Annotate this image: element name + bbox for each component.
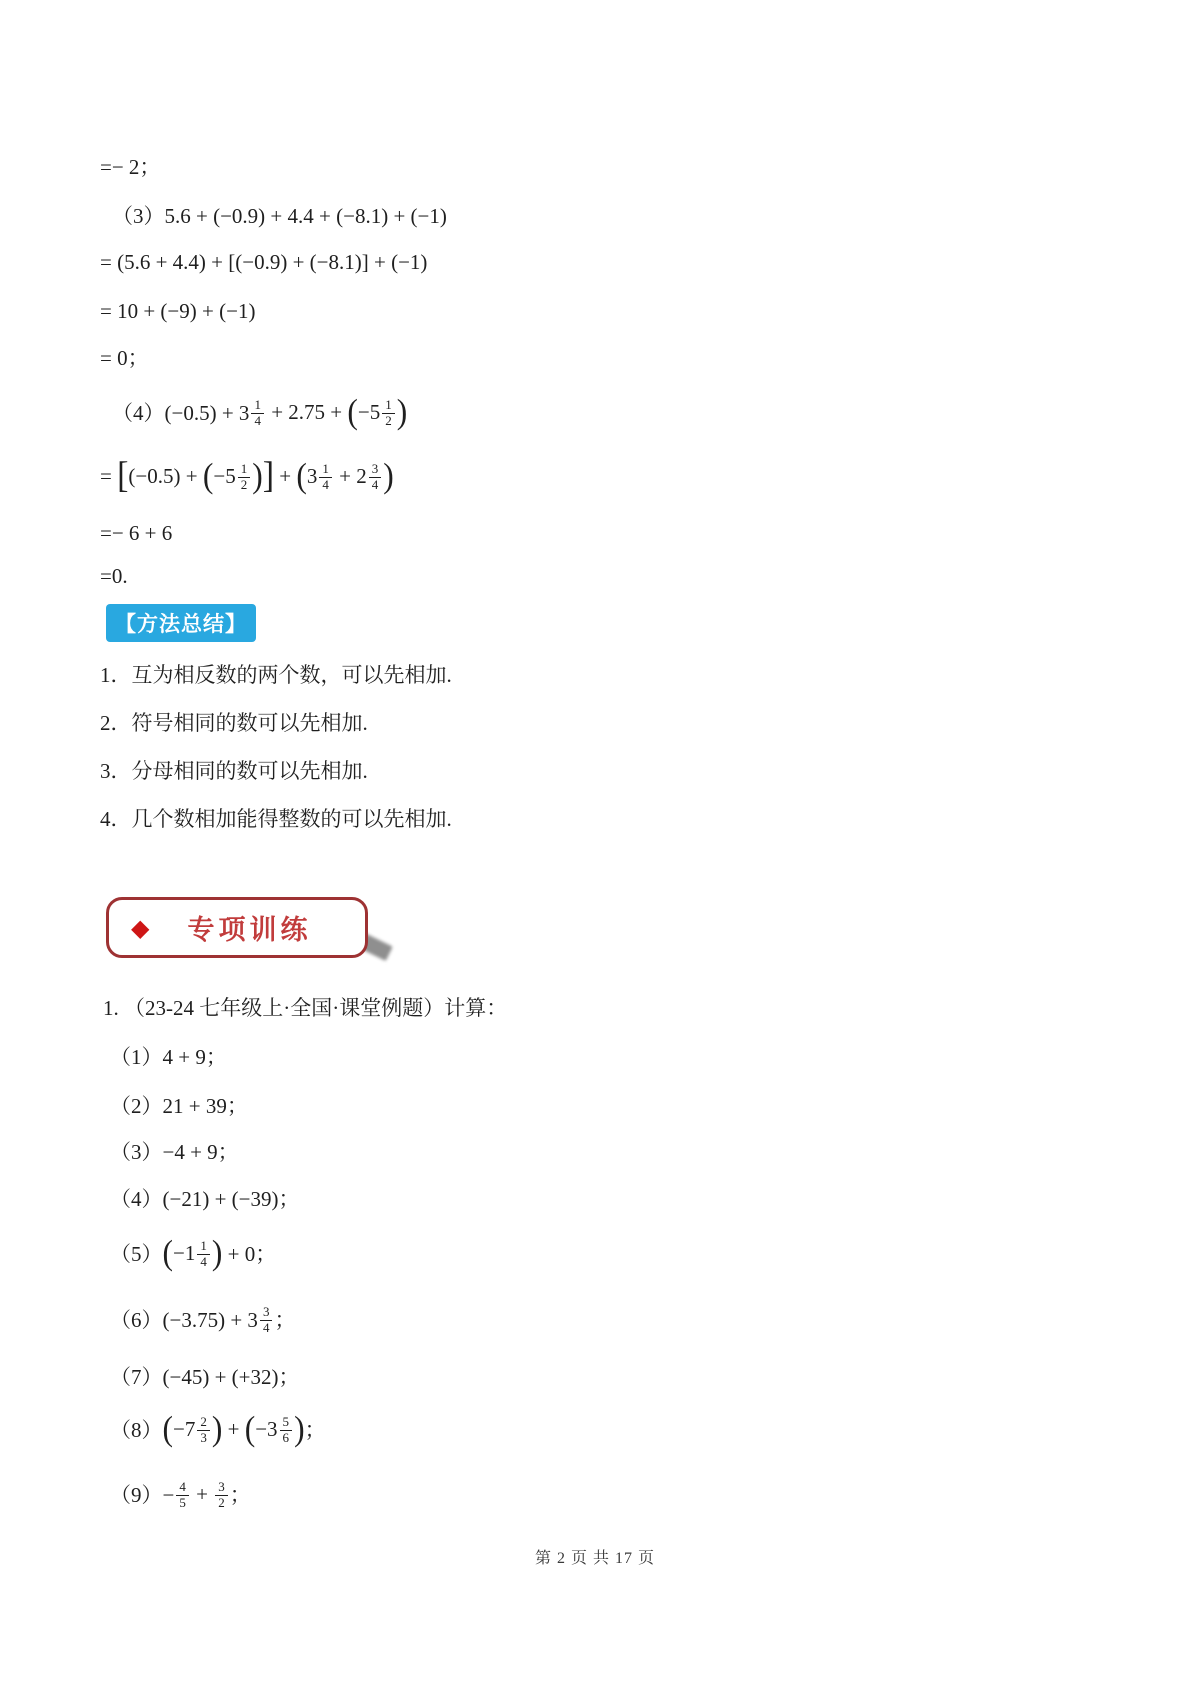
exercise-item-math: （6）(−3.75) + 3 $\frac{3}{4}$ ； [110,1303,296,1335]
solution-line-math: = [ (−0.5) + ( −5 $\frac{1}{2}$ ) ] + ( 3 $\frac{1}{4}$ + 2 $\frac{3}{4}$ ) [100,455,394,496]
method-summary-badge-label: 【方法总结】 [115,613,247,636]
solution-line: = 0； [100,346,149,370]
method-summary-item: 2．符号相同的数可以先相加. [100,711,368,735]
exercise-item: （4）(−21) + (−39)； [110,1187,300,1211]
solution-line: = (5.6 + 4.4) + [(−0.9) + (−8.1)] + (−1) [100,249,428,274]
exercise-heading: 1. （23-24 七年级上·全国·课堂例题）计算： [103,996,508,1020]
diamond-icon: ◆ [131,913,150,942]
method-summary-item: 3．分母相同的数可以先相加. [100,759,368,783]
solution-line: =− 6 + 6 [100,520,173,545]
method-summary-badge [106,604,256,642]
solution-line: （3）5.6 + (−0.9) + 4.4 + (−8.1) + (−1) [112,204,447,228]
solution-line: =0. [100,563,128,588]
exercise-item: （7）(−45) + (+32)； [110,1365,300,1389]
solution-line: = 10 + (−9) + (−1) [100,298,256,323]
solution-line: =− 2； [100,155,161,179]
exercise-item-math: （8） ( −7 $\frac{2}{3}$ ) + ( −3 $\frac{5}{6}$ ) ； [110,1409,326,1448]
page-footer: 第 2 页 共 17 页 [534,1550,655,1567]
exercise-item-math: （5） ( −1 $\frac{1}{4}$ ) + 0； [110,1233,277,1272]
training-title: 专项训练 [187,915,312,945]
solution-line-math: （4）(−0.5) + 3 $\frac{1}{4}$ + 2.75 + ( −5 $\frac{1}{2}$ ) [112,392,408,431]
exercise-item-math: （9）− $\frac{4}{5}$ + $\frac{3}{2}$ ； [110,1478,251,1510]
method-summary-item: 4．几个数相加能得整数的可以先相加. [100,807,452,831]
exercise-item: （1）4 + 9； [110,1045,227,1069]
training-banner [106,897,368,958]
method-summary-item: 1．互为相反数的两个数，可以先相加. [100,663,452,687]
exercise-item: （3）−4 + 9； [110,1140,239,1164]
exercise-item: （2）21 + 39； [110,1094,248,1118]
